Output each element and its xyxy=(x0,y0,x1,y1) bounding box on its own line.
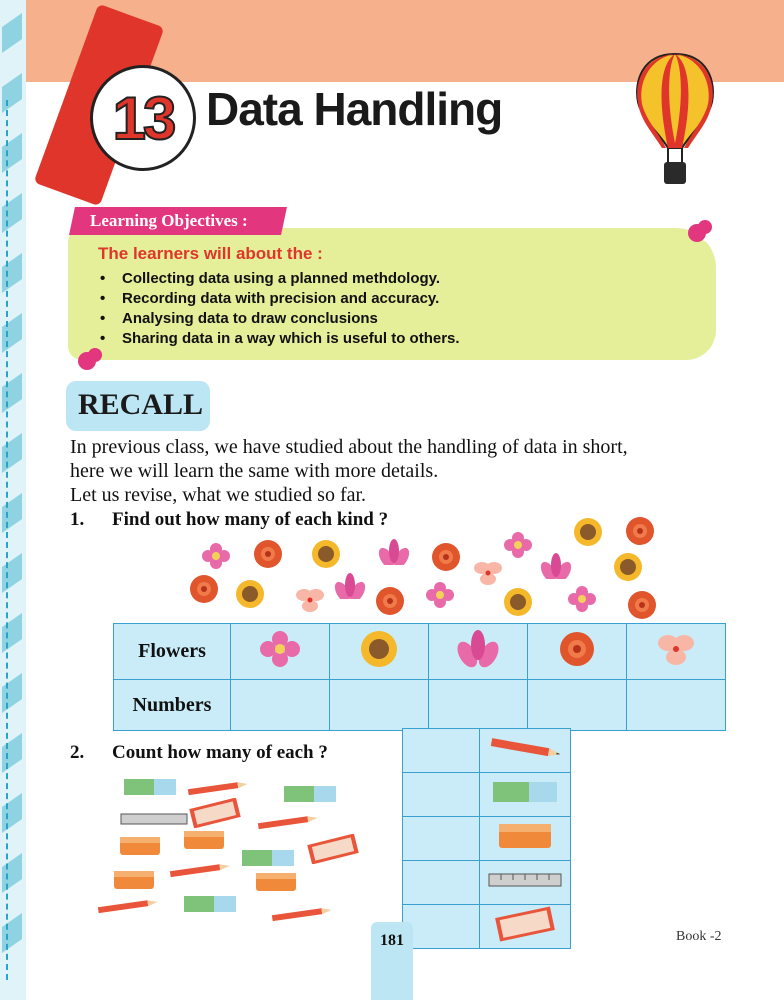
table-cell xyxy=(627,624,726,680)
sunflower-icon xyxy=(606,551,650,588)
sharpener-icon xyxy=(182,828,226,857)
book-label: Book -2 xyxy=(676,929,722,944)
objective-item: • Analysing data to draw conclusions xyxy=(100,310,378,327)
numbers-row-header: Numbers xyxy=(114,680,231,731)
answer-cell[interactable] xyxy=(403,905,480,949)
eraser-icon xyxy=(122,775,178,804)
answer-cell[interactable] xyxy=(403,773,480,817)
sunflower-icon xyxy=(331,625,427,673)
pink-daisy-icon xyxy=(420,580,460,615)
pencil-icon xyxy=(266,904,338,929)
learning-objectives-label: Learning Objectives : xyxy=(90,211,248,230)
pink-flower-icon xyxy=(78,352,96,370)
table-row xyxy=(114,624,726,680)
dashed-margin-line xyxy=(6,100,8,980)
table-row xyxy=(403,861,571,905)
chapter-number-badge xyxy=(90,65,196,171)
objectives-intro: The learners will about the : xyxy=(98,244,323,263)
table-cell xyxy=(231,624,330,680)
table-cell xyxy=(480,817,571,861)
lotus-icon xyxy=(330,571,370,604)
scale-icon xyxy=(481,862,569,898)
sharpener-icon xyxy=(118,834,162,863)
chapter-title: Data Handling xyxy=(206,83,503,135)
answer-cell[interactable] xyxy=(528,680,627,731)
sunflower-icon xyxy=(304,538,348,575)
table-row xyxy=(403,817,571,861)
left-decorative-strip xyxy=(0,0,26,1000)
eraser-icon xyxy=(282,782,338,811)
recall-paragraph-line: In previous class, we have studied about the handling of data in short, xyxy=(70,436,628,458)
answer-cell[interactable] xyxy=(403,817,480,861)
sunflower-icon xyxy=(566,516,610,553)
pink-daisy-icon xyxy=(232,625,328,673)
recall-heading: RECALL xyxy=(78,388,204,421)
lotus-icon xyxy=(374,537,414,570)
table-cell xyxy=(528,624,627,680)
pink-flower-icon xyxy=(688,224,706,242)
table-cell xyxy=(429,624,528,680)
flowers-row-header: Flowers xyxy=(114,624,231,680)
hot-air-balloon-icon xyxy=(632,52,718,188)
notebook-icon xyxy=(304,834,362,869)
table-cell xyxy=(480,861,571,905)
objective-item: • Recording data with precision and accuracy. xyxy=(100,290,440,307)
table-row xyxy=(403,729,571,773)
flowers-count-table xyxy=(113,623,726,731)
eraser-icon xyxy=(182,892,238,921)
scale-icon xyxy=(120,812,190,831)
pencil-icon xyxy=(164,860,236,885)
pencil-icon xyxy=(481,730,569,766)
answer-cell[interactable] xyxy=(403,729,480,773)
table-cell xyxy=(330,624,429,680)
red-rose-icon xyxy=(624,589,660,626)
lotus-icon xyxy=(536,551,576,584)
sharpener-icon xyxy=(112,868,156,897)
answer-cell[interactable] xyxy=(231,680,330,731)
table-cell xyxy=(480,773,571,817)
question-1: 1. Find out how many of each kind ? xyxy=(70,509,389,530)
answer-cell[interactable] xyxy=(403,861,480,905)
red-rose-icon xyxy=(186,573,222,610)
table-row xyxy=(403,773,571,817)
notebook-icon xyxy=(481,906,569,942)
answer-cell[interactable] xyxy=(330,680,429,731)
stationery-count-table xyxy=(402,728,571,949)
answer-cell[interactable] xyxy=(627,680,726,731)
hibiscus-icon xyxy=(628,625,724,673)
page-number: 181 xyxy=(380,932,404,949)
red-rose-icon xyxy=(622,515,658,552)
eraser-icon xyxy=(481,774,569,810)
lotus-icon xyxy=(430,625,526,673)
table-cell xyxy=(480,905,571,949)
sunflower-icon xyxy=(496,586,540,623)
sharpener-icon xyxy=(481,818,569,854)
objective-item: • Collecting data using a planned methdology. xyxy=(100,270,441,287)
table-row xyxy=(403,905,571,949)
sunflower-icon xyxy=(228,578,272,615)
question-2: 2. Count how many of each ? xyxy=(70,742,328,763)
pink-daisy-icon xyxy=(196,541,236,576)
table-cell xyxy=(480,729,571,773)
hibiscus-icon xyxy=(292,585,328,620)
pencil-icon xyxy=(92,896,164,921)
recall-paragraph-line: Let us revise, what we studied so far. xyxy=(70,484,367,506)
sharpener-icon xyxy=(254,870,298,899)
chapter-number: 13 xyxy=(112,84,174,152)
pink-daisy-icon xyxy=(562,584,602,619)
table-row xyxy=(114,680,726,731)
red-rose-icon xyxy=(529,625,625,673)
recall-paragraph-line: here we will learn the same with more details. xyxy=(70,460,439,482)
objective-item: • Sharing data in a way which is useful to others. xyxy=(100,330,460,347)
red-rose-icon xyxy=(428,541,464,578)
answer-cell[interactable] xyxy=(429,680,528,731)
red-rose-icon xyxy=(372,585,408,622)
red-rose-icon xyxy=(250,538,286,575)
